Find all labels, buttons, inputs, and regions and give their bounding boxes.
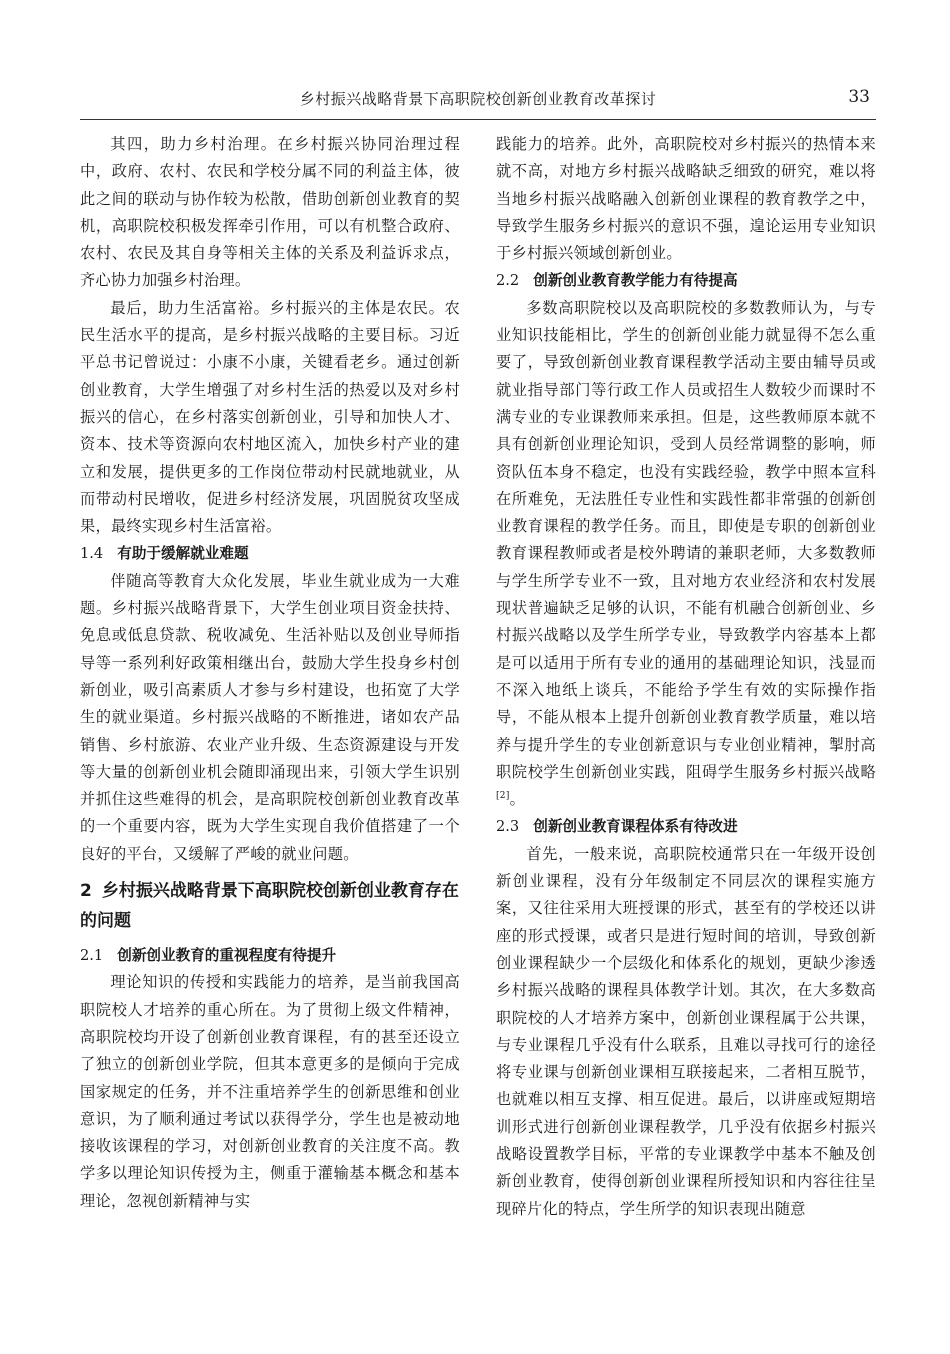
running-header: [80, 88, 876, 116]
section-title: 创新创业教育教学能力有待提高: [533, 272, 738, 290]
citation-ref[interactable]: [2]: [496, 791, 510, 802]
page-number: 33: [848, 87, 870, 107]
paragraph: 首先，一般来说，高职院校通常只在一年级开设创新创业课程，没有分年级制定不同层次的课程实施方案，又往往采用大班授课的形式，甚至有的学校还以讲座的形式授课，或者只是进行短时间的培训，导致创新创业课程缺少一个层级化和体系化的规划，更缺少渗透乡村振兴战略的课程具体教学计划。其次，在大多数高职院校的人才培养方案中，创新创业课程属于公共课，与专业课程几乎没有什么联系，且难以寻找可行的途径将专业课与创新创业课相互联接起来，二者相互脱节，也就难以相互支撑、相互促进。最后，以讲座或短期培训形式进行创新创业课程教学，几乎没有依据乡村振兴战略设置教学目标，平常的专业课教学中基本不触及创新创业教育，使得创新创业课程所授知识和内容往往呈现碎片化的特点，学生所学的知识表现出随意: [496, 844, 876, 1218]
paragraph: 理论知识的传授和实践能力的培养，是当前我国高职院校人才培养的重心所在。为了贯彻上级文件精神，高职院校均开设了创新创业教育课程，有的甚至还设立了独立的创新创业学院，但其本意更多的是倾向于完成国家规定的任务，并不注重培养学生的创新思维和创业意识，为了顺利通过考试以获得学分，学生也是被动地接收该课程的学习，对创新创业教育的关注度不高。教学多以理论知识传授为主，侧重于灌输基本概念和基本理论，忽视创新精神与实: [80, 973, 460, 1210]
paragraph: 伴随高等教育大众化发展，毕业生就业成为一大难题。乡村振兴战略背景下，大学生创业项目资金扶持、免息或低息贷款、税收减免、生活补贴以及创业导师指导等一系列利好政策相继出台，鼓励大学生投身乡村创新创业，吸引高素质人才参与乡村建设，也拓宽了大学生的就业渠道。乡村振兴战略的不断推进，诸如农产品销售、乡村旅游、农业产业升级、生态资源建设与开发等大量的创新创业机会随即涌现出来，引领大学生识别并抓住这些难得的机会，是高职院校创新创业教育改革的一个重要内容，既为大学生实现自我价值搭建了一个良好的平台，又缓解了严峻的就业问题。: [80, 571, 460, 863]
paragraph: 最后，助力生活富裕。乡村振兴的主体是农民。农民生活水平的提高，是乡村振兴战略的主要目标。习近平总书记曾说过：小康不小康，关键看老乡。通过创新创业教育，大学生增强了对乡村生活的热爱以及对乡村振兴的信心，在乡村落实创新创业，引导和加快人才、资本、技术等资源向农村地区流入，加快乡村产业的建立和发展，提供更多的工作岗位带动村民就地就业，从而带动村民增收，促进乡村经济发展，巩固脱贫攻坚成果，最终实现乡村生活富裕。: [80, 298, 460, 536]
section-heading: [80, 942, 460, 969]
section-title: 有助于缓解就业难题: [117, 545, 249, 563]
paragraph: 其四，助力乡村治理。在乡村振兴协同治理过程中，政府、农村、农民和学校分属不同的利益主体，彼此之间的联动与协作较为松散，借助创新创业教育的契机，高职院校积极发挥牵引作用，可以有机整合政府、农村、农民及其自身等相关主体的关系及利益诉求点，齐心协力加强乡村治理。: [80, 135, 460, 290]
section-heading: [80, 540, 460, 567]
section-heading: [496, 267, 876, 294]
section-title: 创新创业教育的重视程度有待提升: [117, 947, 337, 965]
chapter-number: 2: [80, 881, 92, 902]
paragraph-end: 。: [509, 790, 526, 809]
section-number: 2.1: [80, 947, 104, 965]
section-number: 2.3: [496, 818, 520, 836]
running-title: 乡村振兴战略背景下高职院校创新创业教育改革探讨: [299, 90, 657, 108]
chapter-heading: [80, 876, 460, 936]
paragraph: 践能力的培养。此外，高职院校对乡村振兴的热情本来就不高，对地方乡村振兴战略缺乏细致的研究，难以将当地乡村振兴战略融入创新创业课程的教育教学之中，导致学生服务乡村振兴的意识不强，遑论运用专业知识于乡村振兴领域创新创业。: [496, 135, 876, 263]
section-heading: [496, 813, 876, 840]
section-title: 创新创业教育课程体系有待改进: [533, 818, 738, 836]
section-number: 2.2: [496, 272, 520, 290]
paragraph: [496, 295, 876, 814]
right-column: [496, 131, 876, 1281]
left-column: [80, 131, 460, 1281]
section-number: 1.4: [80, 545, 104, 563]
paragraph-text: 多数高职院校以及高职院校的多数教师认为，与专业知识技能相比，学生的创新创业能力就显得不怎么重要了，导致创新创业教育课程教学活动主要由辅导员或就业指导部门等行政工作人员或招生人数较少而课时不满专业的专业课教师来承担。但是，这些教师原本就不具有创新创业理论知识，受到人员经常调整的影响，师资队伍本身不稳定，也没有实践经验，教学中照本宣科在所难免，无法胜任专业性和实践性都非常强的创新创业教育课程的教学任务。而且，即使是专职的创新创业教育课程教师或者是校外聘请的兼职老师，大多数教师与学生所学专业不一致，且对地方农业经济和农村发展现状普遍缺乏足够的认识，不能有机融合创新创业、乡村振兴战略以及学生所学专业，导致教学内容基本上都是可以适用于所有专业的通用的基础理论知识，浅显而不深入地纸上谈兵，不能给予学生有效的实际操作指导，不能从根本上提升创新创业教育教学质量，难以培养与提升学生的专业创新意识与专业创业精神，掣肘高职院校学生创新创业实践，阻碍学生服务乡村振兴战略: [496, 298, 876, 781]
header-rule: [80, 119, 876, 120]
chapter-title: 乡村振兴战略背景下高职院校创新创业教育存在的问题: [80, 881, 459, 932]
